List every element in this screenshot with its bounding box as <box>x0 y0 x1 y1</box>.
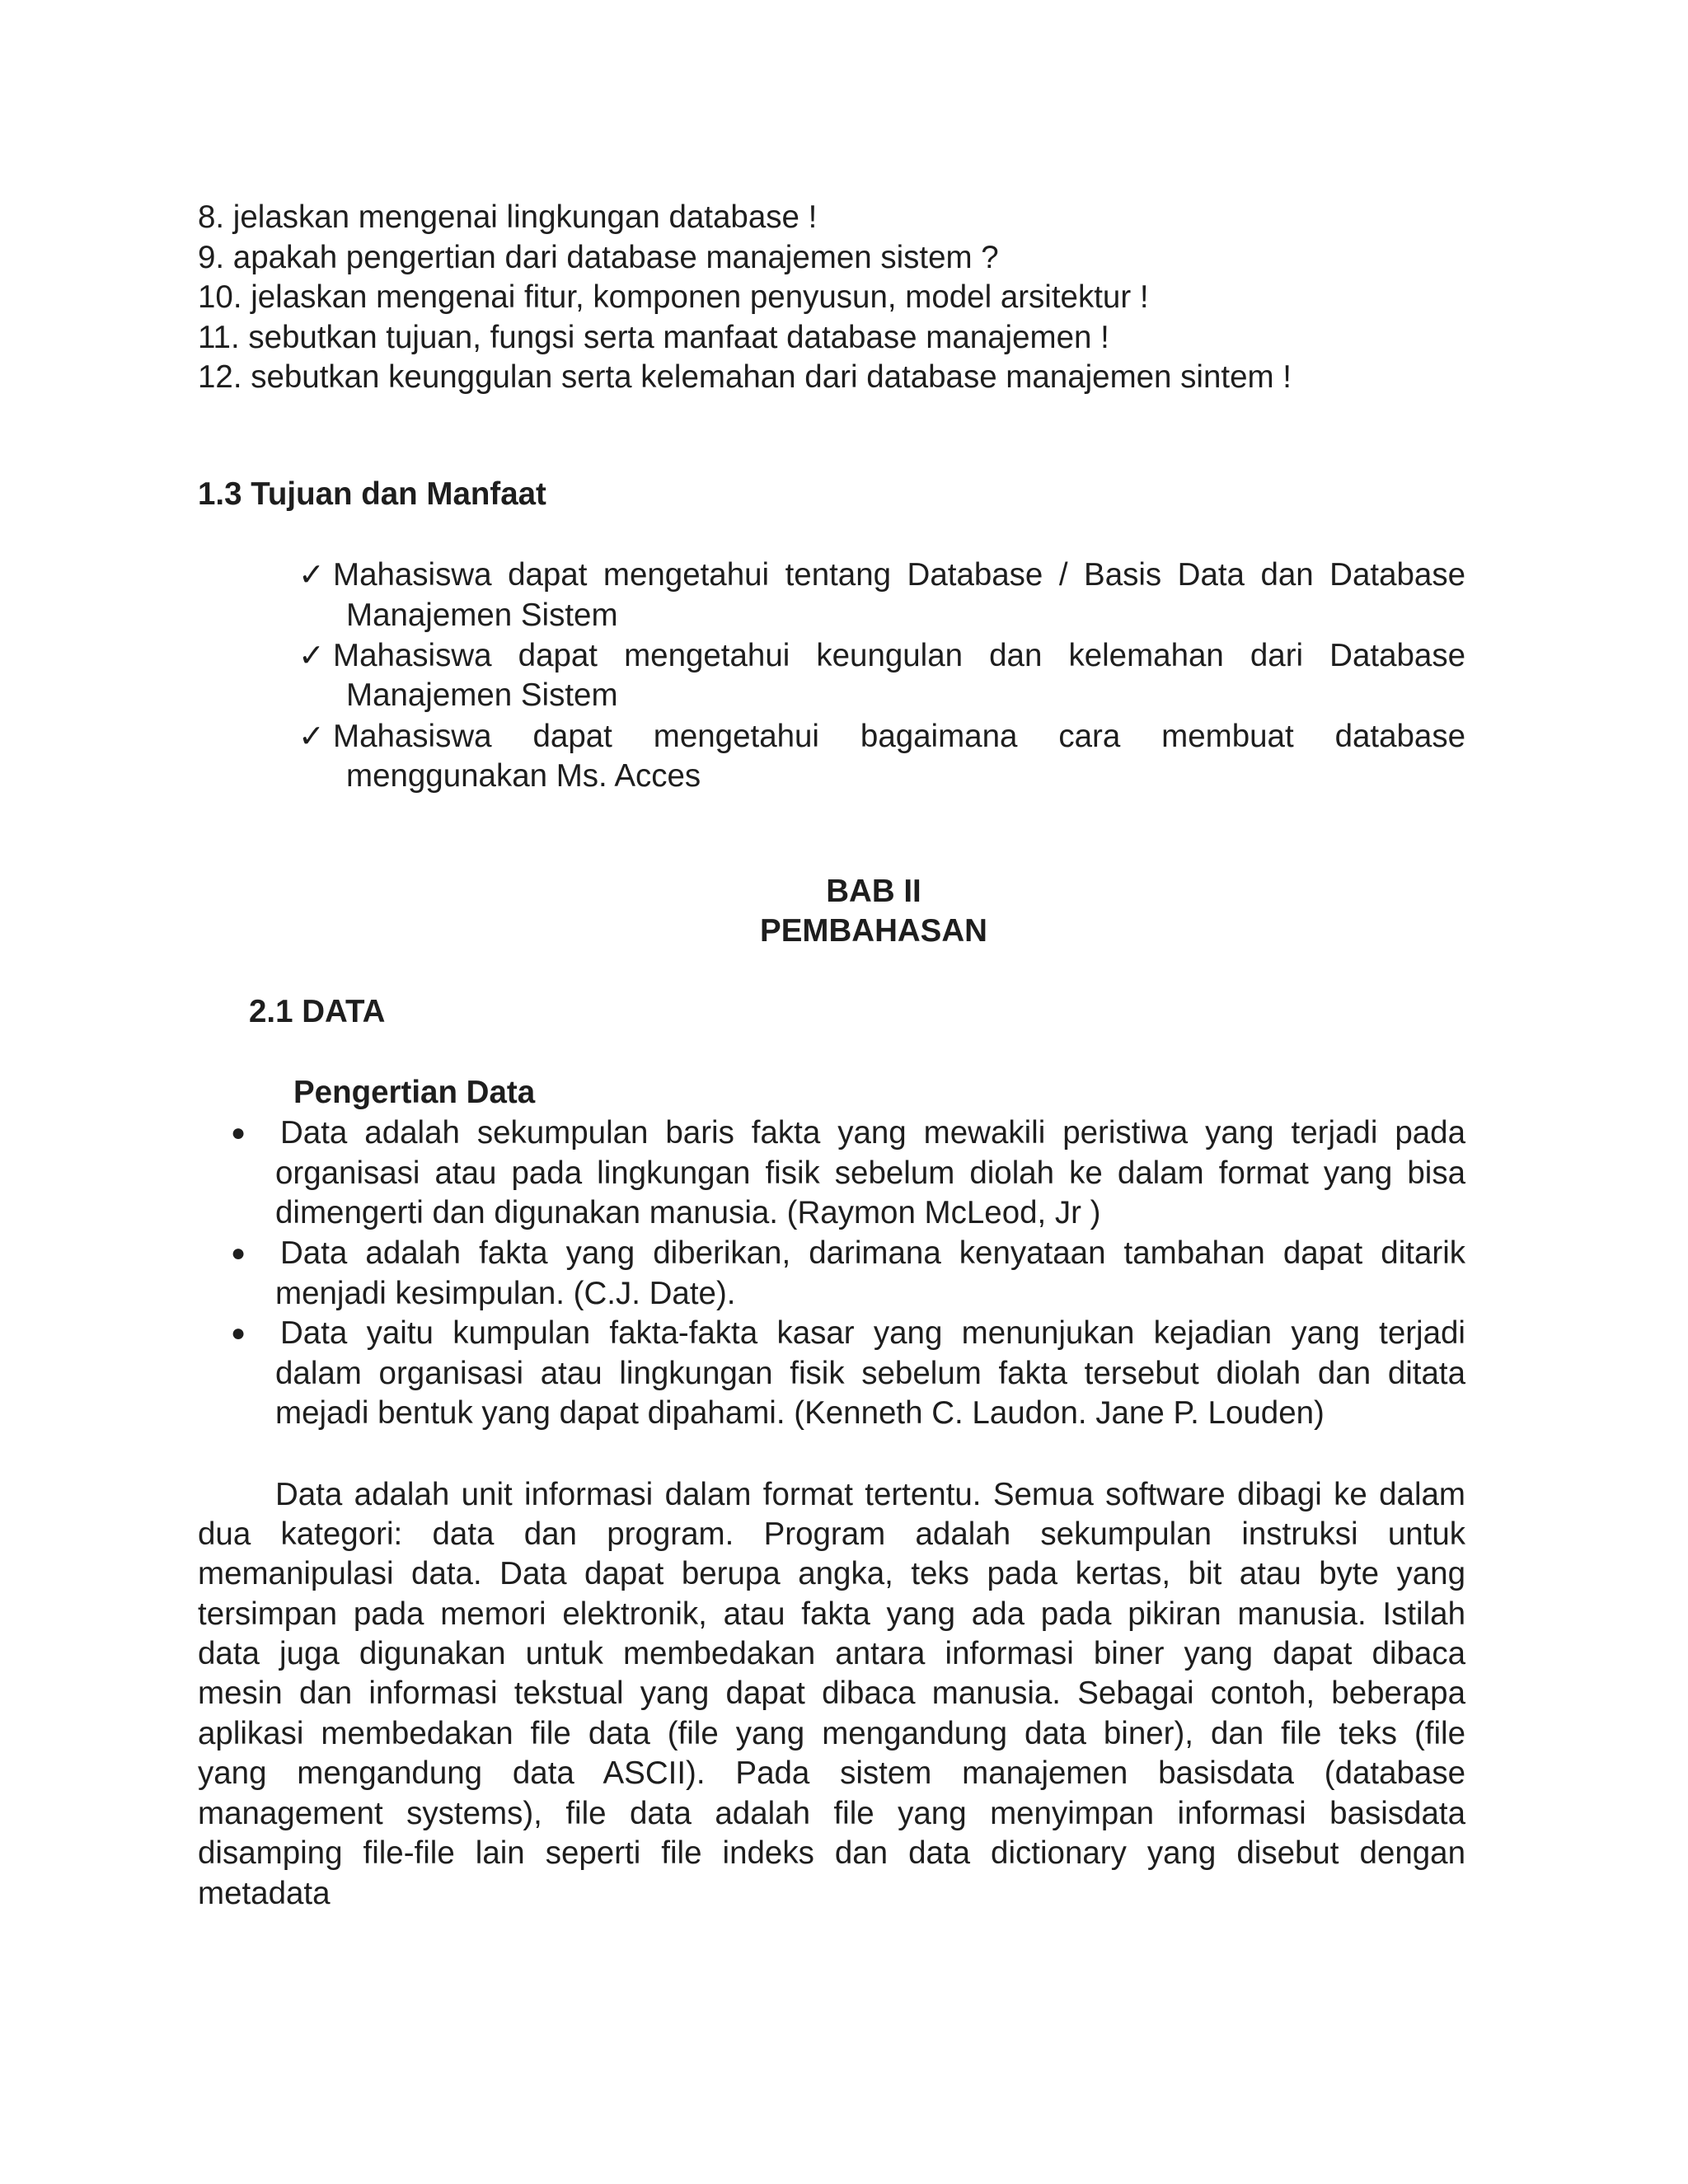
objective-line: Mahasiswa dapat mengetahui keungulan dan kelemahan dari Database <box>333 638 1465 673</box>
paragraph-line: tersimpan pada memori elektronik, atau fakta yang ada pada pikiran manusia. Istilah <box>198 1596 1465 1632</box>
question-item: 12. sebutkan keunggulan serta kelemahan dari database manajemen sintem ! <box>198 359 1292 395</box>
checkmark-icon: ✓ <box>298 639 325 673</box>
paragraph-line: metadata <box>198 1876 331 1911</box>
paragraph-line: management systems), file data adalah file yang menyimpan informasi basisdata <box>198 1796 1465 1831</box>
definition-line: dalam organisasi atau lingkungan fisik sebelum fakta tersebut diolah dan ditata <box>275 1356 1465 1391</box>
paragraph-line: aplikasi membedakan file data (file yang mengandung data biner), dan file teks (file <box>198 1716 1465 1751</box>
definition-line: dimengerti dan digunakan manusia. (Raymon McLeod, Jr ) <box>275 1195 1101 1230</box>
subsection-heading: Pengertian Data <box>293 1075 536 1110</box>
question-item: 9. apakah pengertian dari database manajemen sistem ? <box>198 240 999 275</box>
definition-line: Data adalah fakta yang diberikan, darimana kenyataan tambahan dapat ditarik <box>280 1235 1465 1271</box>
question-item: 10. jelaskan mengenai fitur, komponen penyusun, model arsitektur ! <box>198 279 1149 315</box>
objective-line: Manajemen Sistem <box>346 677 618 713</box>
section-heading: 2.1 DATA <box>249 994 386 1029</box>
objective-line: Mahasiswa dapat mengetahui bagaimana cara membuat database <box>333 719 1465 754</box>
bullet-icon: ● <box>231 1119 246 1146</box>
definition-line: Data yaitu kumpulan fakta-fakta kasar yang menunjukan kejadian yang terjadi <box>280 1315 1465 1351</box>
chapter-title: PEMBAHASAN <box>760 913 987 949</box>
section-heading: 1.3 Tujuan dan Manfaat <box>198 476 546 512</box>
objective-line: Manajemen Sistem <box>346 598 618 633</box>
chapter-number: BAB II <box>826 874 921 909</box>
paragraph-line: memanipulasi data. Data dapat berupa angka, teks pada kertas, bit atau byte yang <box>198 1556 1465 1591</box>
question-item: 11. sebutkan tujuan, fungsi serta manfaat database manajemen ! <box>198 320 1109 355</box>
checkmark-icon: ✓ <box>298 558 325 593</box>
definition-line: mejadi bentuk yang dapat dipahami. (Kenneth C. Laudon. Jane P. Louden) <box>275 1395 1325 1431</box>
paragraph-line: Data adalah unit informasi dalam format tertentu. Semua software dibagi ke dalam <box>275 1477 1465 1512</box>
paragraph-line: disamping file-file lain seperti file indeks dan data dictionary yang disebut dengan <box>198 1835 1465 1871</box>
question-item: 8. jelaskan mengenai lingkungan database ! <box>198 199 818 235</box>
paragraph-line: yang mengandung data ASCII). Pada sistem manajemen basisdata (database <box>198 1755 1465 1791</box>
paragraph-line: dua kategori: data dan program. Program adalah sekumpulan instruksi untuk <box>198 1516 1465 1552</box>
checkmark-icon: ✓ <box>298 719 325 754</box>
definition-line: Data adalah sekumpulan baris fakta yang mewakili peristiwa yang terjadi pada <box>280 1115 1465 1151</box>
bullet-icon: ● <box>231 1240 246 1267</box>
paragraph-line: mesin dan informasi tekstual yang dapat dibaca manusia. Sebagai contoh, beberapa <box>198 1675 1465 1711</box>
definition-line: organisasi atau pada lingkungan fisik sebelum diolah ke dalam format yang bisa <box>275 1155 1465 1191</box>
paragraph-line: data juga digunakan untuk membedakan antara informasi biner yang dapat dibaca <box>198 1636 1465 1671</box>
definition-line: menjadi kesimpulan. (C.J. Date). <box>275 1276 736 1311</box>
bullet-icon: ● <box>231 1319 246 1347</box>
objective-line: menggunakan Ms. Acces <box>346 758 701 794</box>
objective-line: Mahasiswa dapat mengetahui tentang Database / Basis Data dan Database <box>333 557 1465 593</box>
